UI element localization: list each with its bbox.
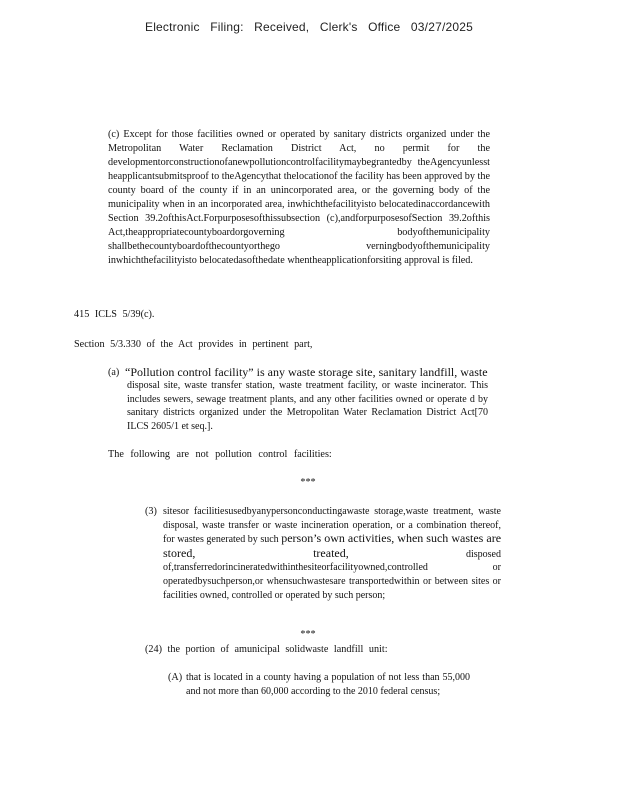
definition-a-label: (a): [108, 367, 120, 378]
separator-stars-1: ***: [300, 477, 316, 488]
item-3-text: [163, 505, 501, 602]
definition-a-text: [127, 365, 488, 433]
item-A-label: (A): [168, 672, 183, 683]
item-A: [168, 671, 470, 698]
separator-stars-2: ***: [300, 629, 316, 640]
item-24: (24) the portion of amunicipal solidwaste landfill unit:: [145, 644, 388, 655]
section-intro: Section 5/3.330 of the Act provides in pertinent part,: [74, 339, 313, 350]
item-3-part2: person’s own activities, when such wastes are stored, treated,: [163, 531, 502, 560]
definition-a-lead: “Pollution control facility” is any waste storage site, sanitary landfill, waste: [125, 365, 488, 379]
item-3-part3: disposed of,transferredorincineratedwithinthesiteorfacilityowned,controlled or operatedbysuchperson,or whensuchwastesare transportedwithin or between sites or facilities owned, controlled or operated by such person;: [163, 548, 501, 601]
statute-citation: 415 ICLS 5/39(c).: [74, 309, 155, 320]
item-A-text: that is located in a county having a population of not less than 55,000 and not more than 60,000 according to the 2010 federal census;: [186, 672, 470, 697]
definition-a: [108, 365, 488, 433]
item-3-part1: sitesor facilitiesusedbyanypersonconductingawaste storage,waste treatment, waste disposal, waste transfer or waste incineration operation, or a combination thereof, for wastes generated by such: [163, 506, 501, 546]
filing-stamp-header: Electronic Filing: Received, Clerk's Office 03/27/2025: [144, 20, 473, 34]
item-3: [145, 505, 501, 602]
paragraph-c: (c) Except for those facilities owned or operated by sanitary districts organized under the Metropolitan Water Reclamation District Act, no permit for the developmentorconstructionofanewpollutioncontrolfacilitymaybegrantedby theAgencyunlesst heapplicantsubmitsproof to theAgencythat thelocationof the facility has been approved by the county board of the county if in an unincorporated area, or the governing body of the municipality when in an incorporated area, inwhichthefacilityisto belocatedinaccordancewith Section 39.2ofthisAct.Forpurposesofthissubsection (c),andforpurposesofSection 39.2ofthis Act,theappropriatecountyboardorgoverning bodyofthemunicipality shallbethecountyboardofthecountyorthego verningbodyofthemunicipality inwhichthefacilityisto belocatedasofthedate whentheapplicationforsiting approval is filed.: [108, 129, 490, 266]
definition-a-rest: disposal site, waste transfer station, waste treatment facility, or waste incinerator. This includes sewers, sewage treatment plants, and any other facilities owned or operate d by sanitary districts organized under the Metropolitan Water Reclamation District Act[70 ILCS 2605/1 et seq.].: [127, 380, 488, 432]
item-3-label: (3): [145, 506, 157, 517]
following-intro: The following are not pollution control facilities:: [108, 449, 332, 460]
